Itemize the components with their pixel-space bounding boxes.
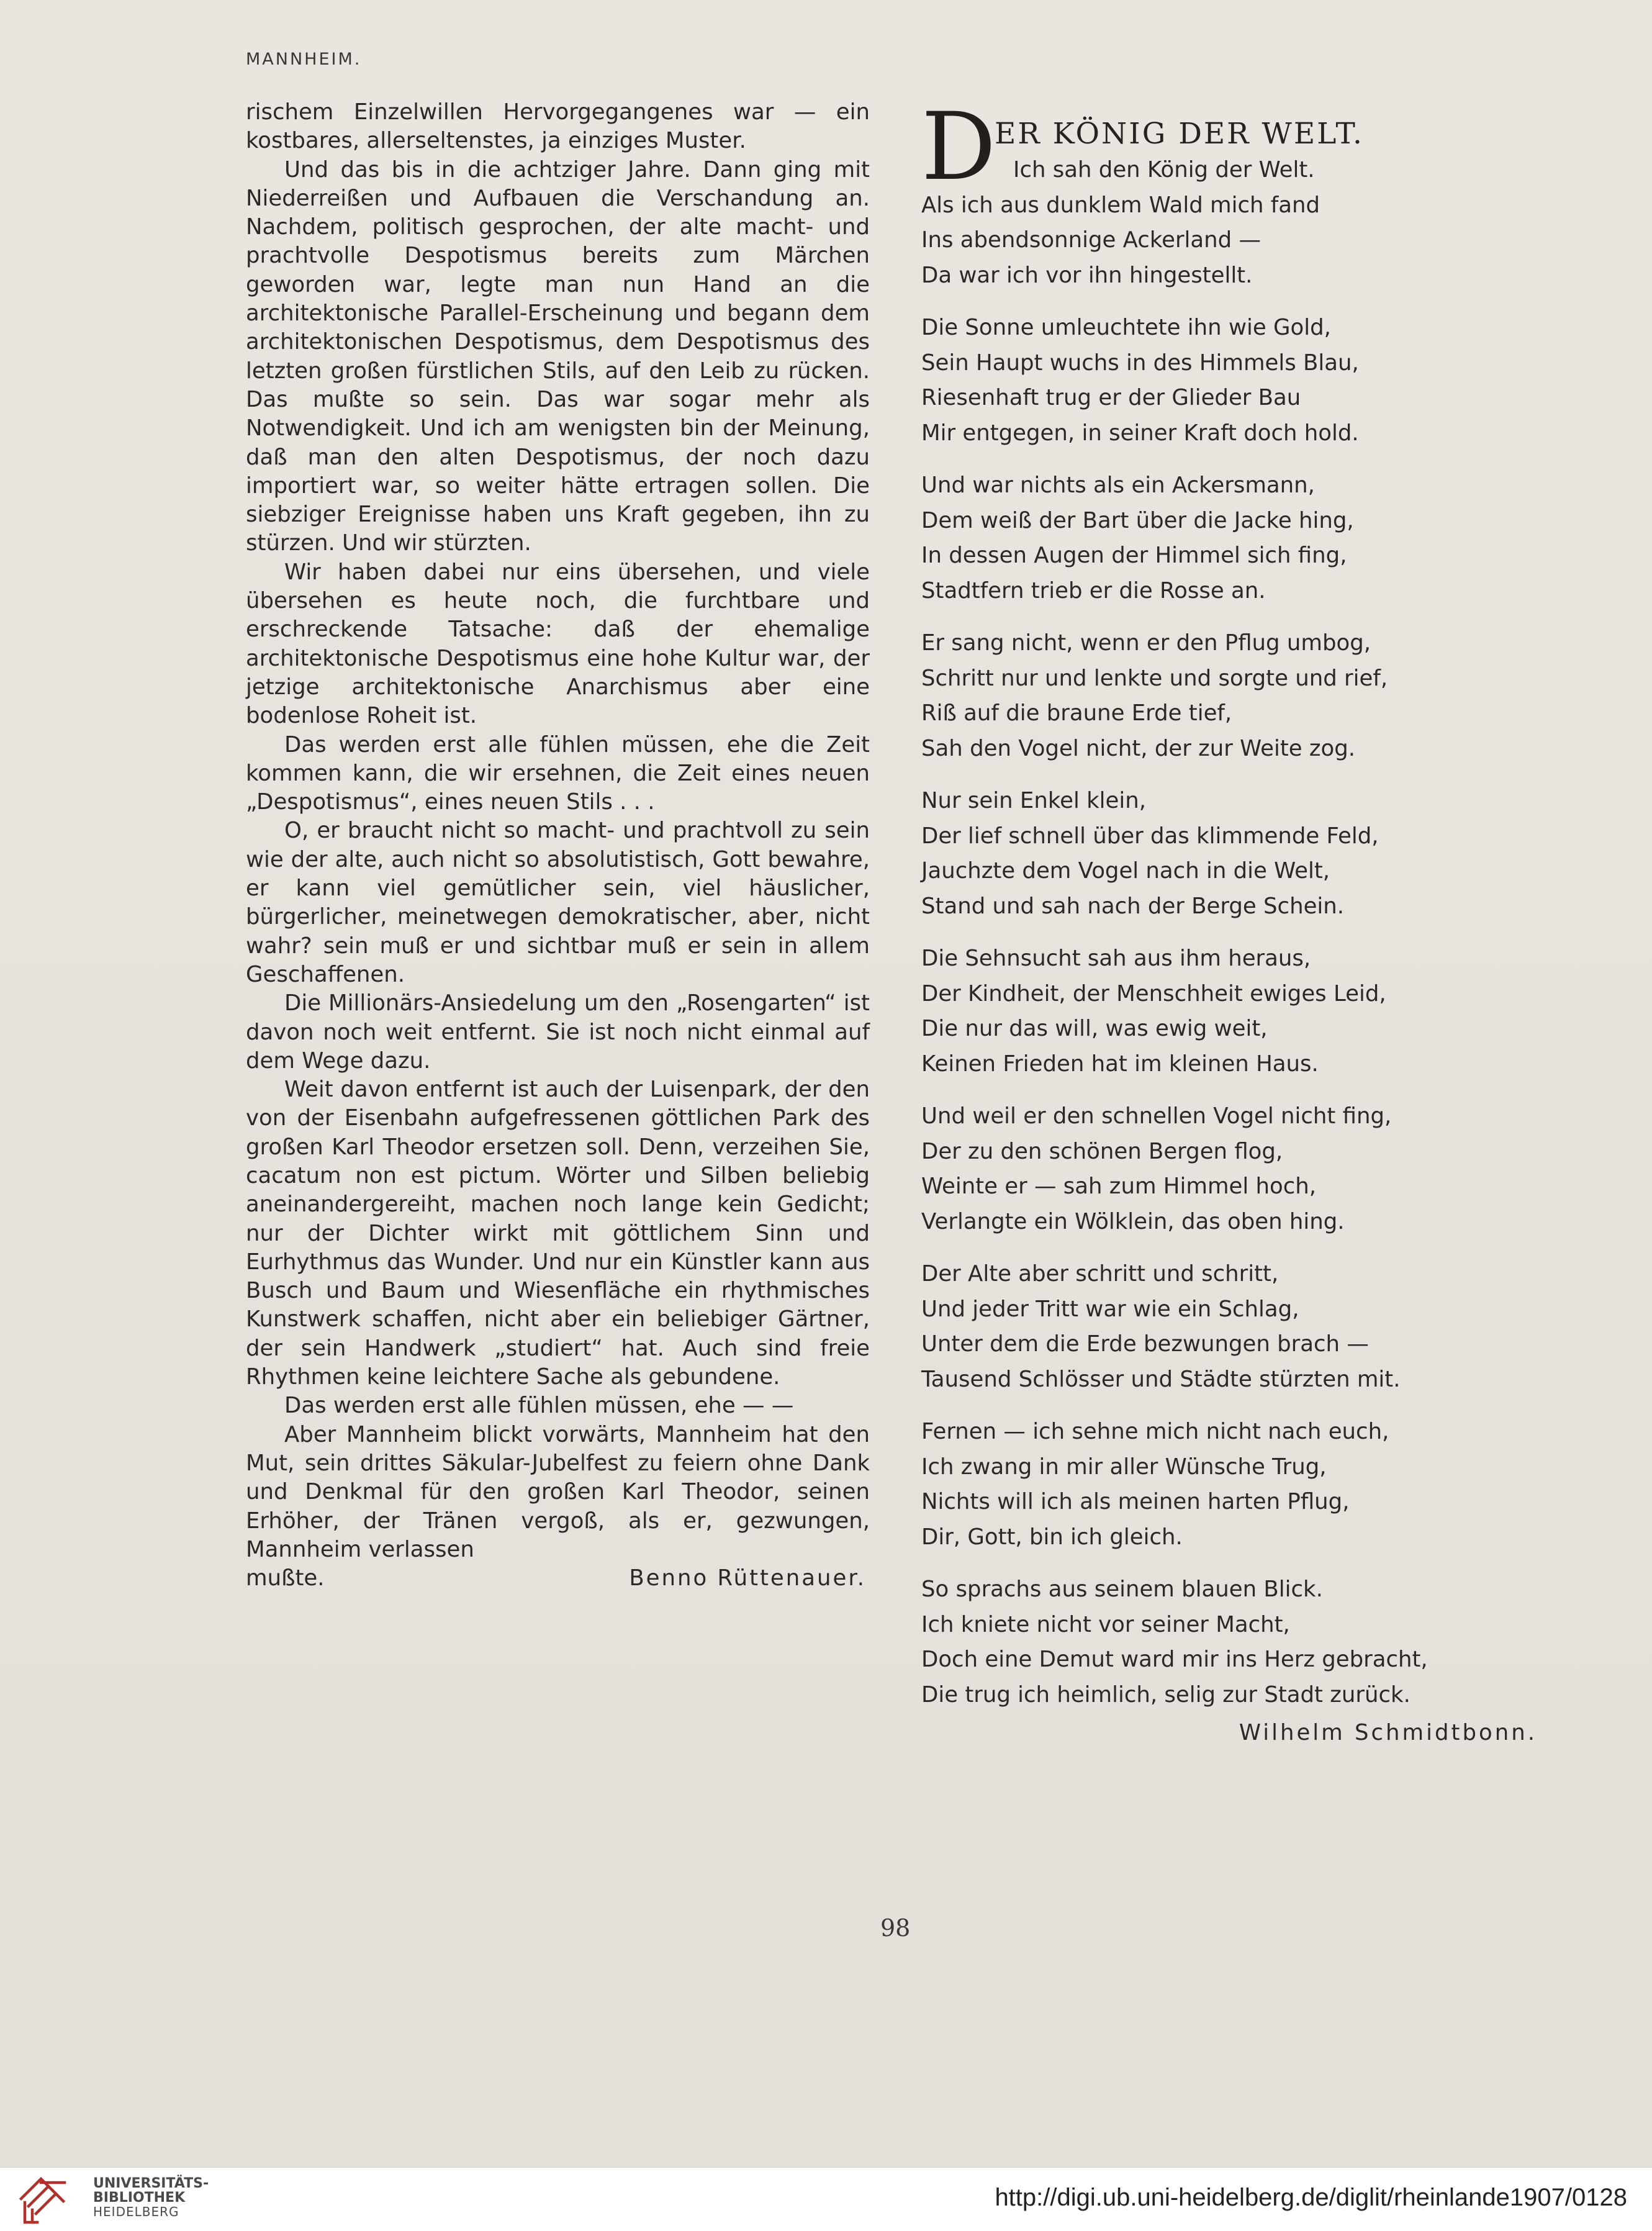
library-footer (0, 2167, 1652, 2231)
essay-paragraph: Die Millionärs-Ansiedelung um den „Rosengarten“ ist davon noch weit entfernt. Sie ist noch nicht einmal auf dem Wege dazu. (246, 990, 870, 1074)
poem-signature: Wilhelm Schmidtbonn. (1239, 1720, 1537, 1745)
poem-line: Tausend Schlösser und Städte stürzten mit. (921, 1366, 1401, 1392)
essay-paragraph: Und das bis in die achtziger Jahre. Dann ging mit Niederreißen und Aufbauen die Verschandung an. Nachdem, politisch gesprochen, der alte macht- und prachtvolle Despotismus bereits zum Märchen geworden war, legte man nun Hand an die architektonische Parallel-Erscheinung und begann dem architektonischen Despotismus, dem Despotismus des letzten großen fürstlichen Stils, auf den Leib zu rücken. Das mußte so sein. Das war sogar mehr als Notwendigkeit. Und ich am wenigsten bin der Meinung, daß man den alten Despotismus, der noch dazu importiert war, so weiter hätte ertragen sollen. Die siebziger Ereignisse haben uns Kraft gegeben, ihn zu stürzen. Und wir stürzten. (246, 156, 870, 556)
logo-line-2: BIBLIOTHEK (93, 2190, 186, 2206)
poem-stanza (921, 1099, 1548, 1239)
essay-last-word: mußte. (246, 1565, 325, 1591)
poem-title-text: ER KÖNIG DER WELT. (995, 117, 1364, 151)
poem-line: Der Alte aber schritt und schritt, (921, 1261, 1279, 1287)
poem-line: Ins abendsonnige Ackerland — (921, 227, 1261, 253)
essay-closing-line (246, 1564, 870, 1593)
poem-stanza (921, 941, 1548, 1082)
poem-line: Weinte er — sah zum Himmel hoch, (921, 1174, 1317, 1199)
poem-line: Mir entgegen, in seiner Kraft doch hold. (921, 420, 1359, 446)
poem-line: Dem weiß der Bart über die Jacke hing, (921, 507, 1354, 533)
poem-line: Die Sehnsucht sah aus ihm heraus, (921, 946, 1311, 971)
poem-line: Da war ich vor ihn hingestellt. (921, 262, 1253, 288)
poem-stanza (921, 1572, 1548, 1713)
poem-line: Der zu den schönen Bergen flog, (921, 1138, 1283, 1164)
page-number: 98 (880, 1914, 911, 1942)
poem-line: So sprachs aus seinem blauen Blick. (921, 1577, 1323, 1602)
essay-paragraph: Wir haben dabei nur eins übersehen, und viele übersehen es heute noch, die furchtbare und erschreckende Tatsache: daß der ehemalige architektonische Despotismus eine hohe Kultur war, der jetzige architektonische Anarchismus aber eine bodenlose Roheit ist. (246, 559, 870, 729)
poem-line: Jauchzte dem Vogel nach in die Welt, (921, 858, 1330, 884)
poem-line: Verlangte ein Wölklein, das oben hing. (921, 1208, 1345, 1234)
poem-line: Der Kindheit, der Menschheit ewiges Leid, (921, 980, 1386, 1007)
running-head: MANNHEIM. (246, 50, 362, 69)
library-logo-icon (16, 2174, 83, 2226)
logo-line-1: UNIVERSITÄTS- (93, 2176, 209, 2191)
poem-line: Er sang nicht, wenn er den Pflug umbog, (921, 630, 1371, 656)
library-logo-text (93, 2176, 209, 2219)
poem-line: Stadtfern trieb er die Rosse an. (921, 577, 1266, 604)
poem-line: Nur sein Enkel klein, (921, 788, 1147, 813)
permalink-url[interactable]: http://digi.ub.uni-heidelberg.de/diglit/rheinlande1907/0128 (995, 2184, 1627, 2211)
poem-line: Und weil er den schnellen Vogel nicht fing, (921, 1103, 1392, 1129)
poem-body (921, 153, 1548, 1713)
poem-line: Stand und sah nach der Berge Schein. (921, 893, 1345, 919)
poem-line: Die nur das will, was ewig weit, (921, 1016, 1268, 1041)
poem-stanza (921, 626, 1548, 766)
essay-paragraph: Aber Mannheim blickt vorwärts, Mannheim hat den Mut, sein drittes Säkular-Jubelfest zu feiern ohne Dank und Denkmal für den großen Karl Theodor, seinen Erhöher, der Tränen vergoß, als er, gezwungen, Mannheim verlassen (246, 1421, 870, 1562)
poem-line: Riß auf die braune Erde tief, (921, 700, 1232, 726)
poem-line: In dessen Augen der Himmel sich fing, (921, 543, 1347, 568)
poem-title (921, 93, 1548, 201)
essay-paragraph: Das werden erst alle fühlen müssen, ehe die Zeit kommen kann, die wir ersehnen, die Zeit eines neuen „Despotismus“, eines neuen Stils . . . (246, 731, 870, 815)
poem-line: Keinen Frieden hat im kleinen Haus. (921, 1051, 1319, 1077)
poem-line: Und jeder Tritt war wie ein Schlag, (921, 1296, 1299, 1322)
poem-line: Riesenhaft trug er der Glieder Bau (921, 385, 1301, 410)
poem-line: Und war nichts als ein Ackersmann, (921, 473, 1315, 498)
essay-paragraph: O, er braucht nicht so macht- und prachtvoll zu sein wie der alte, auch nicht so absolutistisch, Gott bewahre, er kann viel gemütlicher sein, viel häuslicher, bürgerlicher, meinetwegen demokratischer, aber, nicht wahr? sein muß er und sichtbar muß er sein in allem Geschaffenen. (246, 818, 870, 987)
poem-line: Als ich aus dunklem Wald mich fand (921, 192, 1320, 218)
poem-line: Der lief schnell über das klimmende Feld, (921, 823, 1379, 849)
essay-column (246, 98, 870, 1593)
poem-line: Ich kniete nicht vor seiner Macht, (921, 1611, 1290, 1637)
poem-line: Fernen — ich sehne mich nicht nach euch, (921, 1419, 1389, 1444)
poem-line: Die Sonne umleuchtete ihn wie Gold, (921, 315, 1331, 340)
logo-line-3: HEIDELBERG (93, 2204, 179, 2219)
poem-line: Unter dem die Erde bezwungen brach — (921, 1331, 1369, 1357)
essay-paragraph: Das werden erst alle fühlen müssen, ehe — — (284, 1393, 794, 1419)
essay-paragraph: rischem Einzelwillen Hervorgegangenes war — ein kostbares, allerseltenstes, ja einziges Muster. (246, 99, 870, 154)
poem-line: Dir, Gott, bin ich gleich. (921, 1524, 1183, 1550)
poem-line: Die trug ich heimlich, selig zur Stadt zurück. (921, 1681, 1411, 1708)
poem-stanza (921, 784, 1548, 924)
poem-column (921, 93, 1548, 1745)
poem-line: Ich sah den König der Welt. (1013, 157, 1315, 183)
essay-paragraph: Weit davon entfernt ist auch der Luisenpark, der den von der Eisenbahn aufgefressenen göttlichen Park des großen Karl Theodor ersetzen soll. Denn, verzeihen Sie, cacatum non est pictum. Wörter und Silben beliebig aneinandergereiht, machen noch lange kein Gedicht; nur der Dichter wirkt mit göttlichem Sinn und Eurhythmus das Wunder. Und nur ein Künstler kann aus Busch und Baum und Wiesenfläche ein rhythmisches Kunstwerk schaffen, nicht aber ein beliebiger Gärtner, der sein Handwerk „studiert“ hat. Auch sind freie Rhythmen keine leichtere Sache als gebundene. (246, 1077, 870, 1390)
poem-line: Nichts will ich als meinen harten Pflug, (921, 1489, 1350, 1514)
poem-line: Schritt nur und lenkte und sorgte und rief, (921, 665, 1388, 691)
poem-stanza (921, 1414, 1548, 1555)
poem-drop-cap: D (921, 93, 996, 201)
essay-signature: Benno Rüttenauer. (629, 1565, 866, 1591)
poem-line: Ich zwang in mir aller Wünsche Trug, (921, 1454, 1327, 1480)
poem-line: Doch eine Demut ward mir ins Herz gebracht, (921, 1647, 1428, 1672)
poem-stanza (921, 468, 1548, 609)
poem-line: Sein Haupt wuchs in des Himmels Blau, (921, 350, 1359, 376)
poem-stanza (921, 310, 1548, 451)
poem-line: Sah den Vogel nicht, der zur Weite zog. (921, 735, 1356, 761)
poem-stanza (921, 1257, 1548, 1397)
